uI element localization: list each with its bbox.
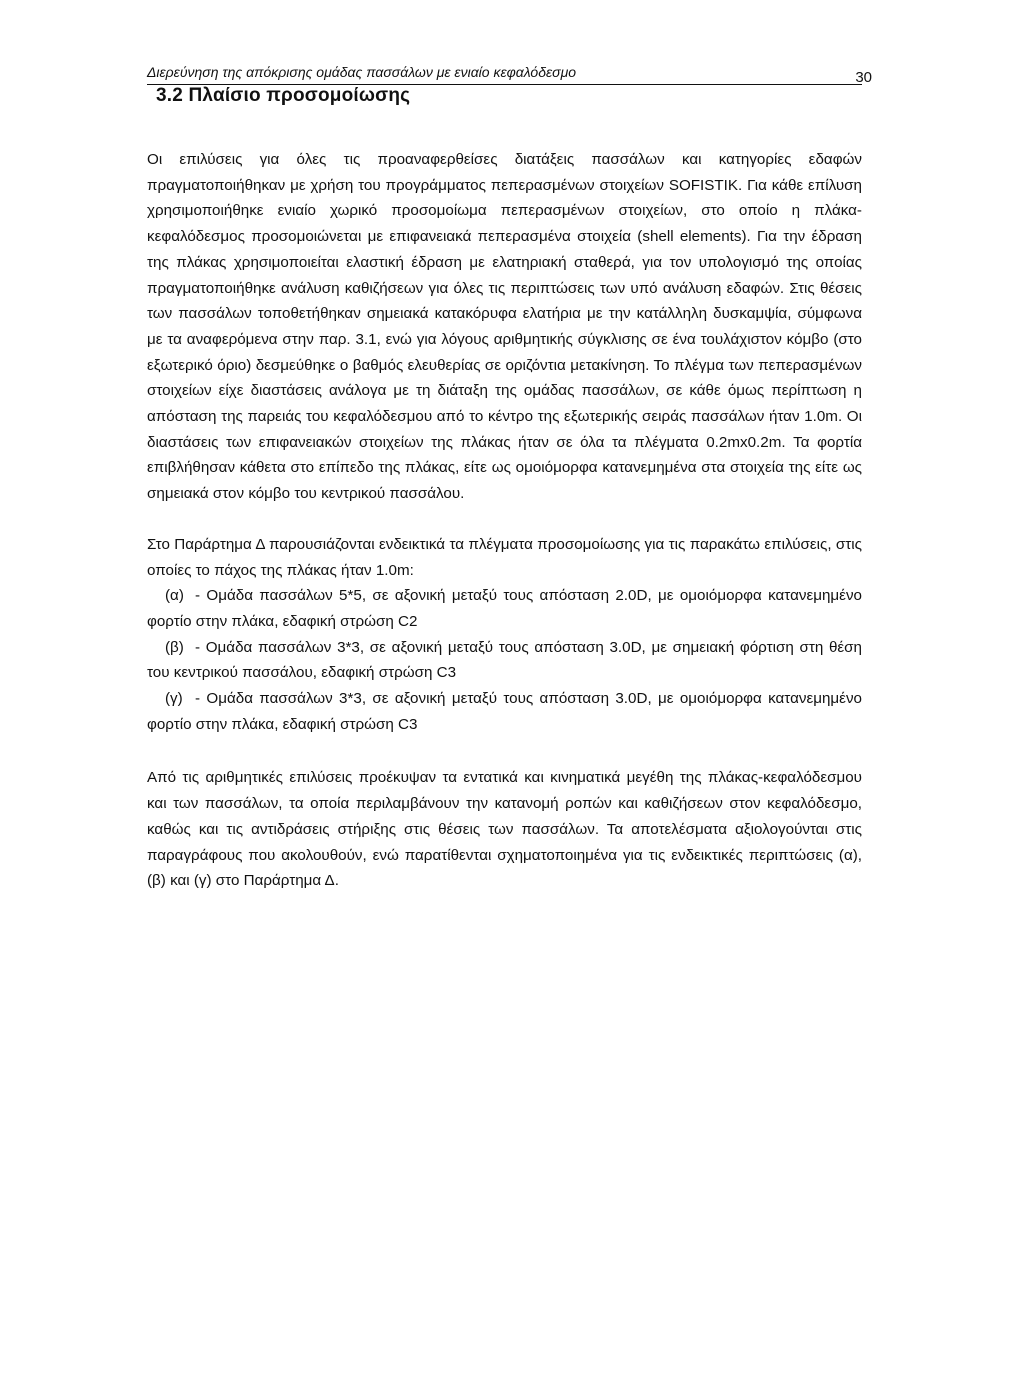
case-marker: (α): [165, 587, 184, 605]
document-page: [147, 60, 872, 86]
case-text: - Ομάδα πασσάλων 3*3, σε αξονική μεταξύ τους απόσταση 3.0D, με σημειακή φόρτιση στη θέση του κεντρικού πασσάλου, εδαφική στρώση C3: [147, 638, 862, 682]
case-item-b: [147, 635, 862, 686]
case-text: - Ομάδα πασσάλων 3*3, σε αξονική μεταξύ τους απόσταση 3.0D, με ομοιόμορφα κατανεμημένο φορτίο στην πλάκα, εδαφική στρώση C3: [147, 690, 862, 733]
body-text: [147, 147, 862, 894]
paragraph-3: Από τις αριθμητικές επιλύσεις προέκυψαν τα εντατικά και κινηματικά μεγέθη της πλάκας-κεφαλόδεσμου και των πασσάλων, τα οποία περιλαμβάνουν την κατανομή ροπών και καθιζήσεων στον κεφαλόδεσμο, καθώς και τις αντιδράσεις στήριξης στις θέσεις των πασσάλων. Τα αποτελέσματα αξιολογούνται στις παραγράφους που ακολουθούν, ενώ παρατίθενται σχηματοποιημένα για τις ενδεικτικές περιπτώσεις (α), (β) και (γ) στο Παράρτημα Δ.: [147, 769, 862, 890]
paragraph-2: Στο Παράρτημα Δ παρουσιάζονται ενδεικτικά τα πλέγματα προσομοίωσης για τις παρακάτω επιλύσεις, στις οποίες το πάχος της πλάκας ήταν 1.0m:: [147, 535, 862, 579]
case-marker: (γ): [165, 690, 183, 708]
case-item-a: [147, 583, 862, 634]
case-marker: (β): [165, 638, 184, 656]
case-text: - Ομάδα πασσάλων 5*5, σε αξονική μεταξύ τους απόσταση 2.0D, με ομοιόμορφα κατανεμημένο φορτίο στην πλάκα, εδαφική στρώση C2: [147, 587, 862, 630]
case-item-c: [147, 686, 862, 737]
page-number: 30: [855, 69, 872, 86]
running-header: [147, 60, 872, 86]
section-heading: 3.2 Πλαίσιο προσομοίωσης: [156, 85, 411, 106]
paragraph-1: Οι επιλύσεις για όλες τις προαναφερθείσες διατάξεις πασσάλων και κατηγορίες εδαφών πραγματοποιήθηκαν με χρήση του προγράμματος πεπερασμένων στοιχείων SOFISTIK. Για κάθε επίλυση χρησιμοποιήθηκε ενιαίο χωρικό προσομοίωμα πεπερασμένων στοιχείων, στο οποίο η πλάκα-κεφαλόδεσμος προσομοιώνεται με επιφανειακά πεπερασμένα στοιχεία (shell elements). Για την έδραση της πλάκας χρησιμοποιείται ελαστική έδραση με ελατηριακή σταθερά, για τον υπολογισμό της οποίας πραγματοποιήθηκε ανάλυση καθιζήσεων για όλες τις περιπτώσεις των υπό ανάλυση εδαφών. Στις θέσεις των πασσάλων τοποθετήθηκαν σημειακά κατακόρυφα ελατήρια με την κατάλληλη δυσκαμψία, σύμφωνα με τα αναφερόμενα στην παρ. 3.1, ενώ για λόγους αριθμητικής σύγκλισης σε ένα τουλάχιστον κόμβο (στο εξωτερικό όριο) δεσμεύθηκε ο βαθμός ελευθερίας σε οριζόντια μετακίνηση. Το πλέγμα των πεπερασμένων στοιχείων είχε διαστάσεις ανάλογα με τη διάταξη της ομάδας πασσάλων, σε κάθε όμως περίπτωση η απόσταση της παρειάς του κεφαλόδεσμου από το κέντρο της εξωτερικής σειράς πασσάλων ήταν 1.0m. Οι διαστάσεις των επιφανειακών στοιχείων της πλάκας ήταν σε όλα τα πλέγματα 0.2mx0.2m. Τα φορτία επιβλήθησαν κάθετα στο επίπεδο της πλάκας, είτε ως ομοιόμορφα κατανεμημένα στα στοιχεία της είτε ως σημειακά στον κόμβο του κεντρικού πασσάλου.: [147, 151, 862, 503]
running-title: Διερεύνηση της απόκρισης ομάδας πασσάλων με ενιαίο κεφαλόδεσμο: [147, 64, 577, 80]
